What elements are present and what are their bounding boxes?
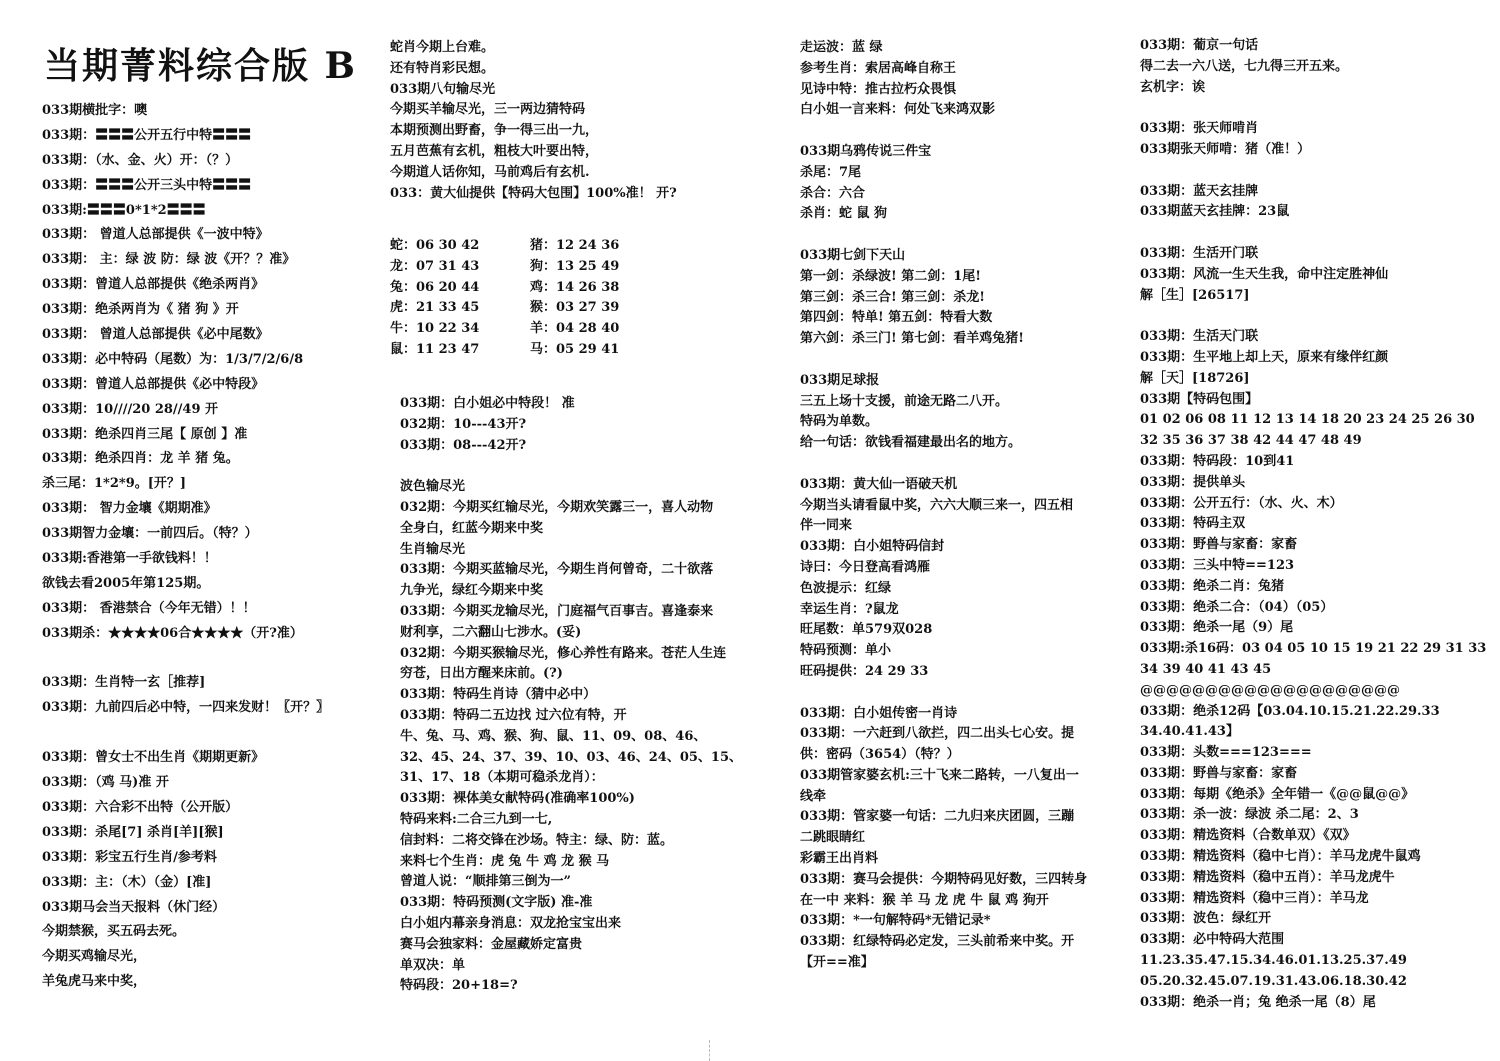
- text-line: 033期：生平地上却上天，原来有缘伴红颜: [1140, 349, 1389, 365]
- text-line: 033期：精选资料（稳中三肖）：羊马龙: [1140, 890, 1369, 906]
- text-line: 蛇肖今期上台难。: [390, 40, 495, 55]
- text-line: [800, 225, 1120, 246]
- text-line: @@@@@@@@@@@@@@@@@@@@: [1140, 682, 1400, 698]
- fold-line: [709, 1040, 712, 1061]
- text-line: 033期：特码预测(文字版) 准-准: [400, 895, 593, 911]
- text-line: 033期：必中特码（尾数）为：1/3/7/2/6/8: [42, 351, 304, 367]
- text-line: 信封料：二将交锋在沙场。特主：绿、防：蓝。: [400, 832, 674, 848]
- text-line: 彩霸王出肖料: [800, 851, 879, 867]
- text-line: 033期： 智力金壤《期期准》: [42, 501, 217, 517]
- text-line: 01 02 06 08 11 12 13 14 18 20 23 24 25 26 30: [1140, 412, 1475, 428]
- text-line: 033期乌鸦传说三件宝: [800, 143, 932, 159]
- text-line: 05.20.32.45.07.19.31.43.06.18.30.42: [1140, 973, 1407, 989]
- text-line: 033期：生肖特一玄［推荐]: [42, 675, 206, 691]
- text-line: 白小姐内幕亲身消息：双龙抢宝宝出来: [400, 915, 622, 931]
- text-line: 033期：绝杀两肖为《 猪 狗 》开: [42, 302, 239, 318]
- zodiac-cell: 兔：06 20 44: [390, 279, 480, 295]
- text-line: [42, 721, 372, 746]
- text-line: 032期：10---43开?: [400, 416, 527, 432]
- text-line: 今期道人话你知，马前鸡后有玄机.: [390, 164, 590, 180]
- text-line: 今期买羊输尽光，三一两边猜特码: [390, 102, 586, 118]
- text-line: 还有特肖彩民想。: [390, 60, 495, 76]
- text-line: 033期： 曾道人总部提供《一波中特》: [42, 227, 269, 243]
- text-line: 033期：曾道人总部提供《绝杀两肖》: [42, 277, 265, 293]
- text-line: 旺码提供：24 29 33: [800, 663, 929, 679]
- text-line: [800, 350, 1120, 371]
- text-line: 特码为单数。: [800, 414, 879, 430]
- text-line: 033期：头数===123===: [1140, 745, 1312, 761]
- text-line: 033期：主：（木）（金）[准]: [42, 874, 212, 890]
- zodiac-cell: 虎：21 33 45: [390, 300, 480, 316]
- text-line: 色波提示：红绿: [800, 580, 892, 596]
- text-line: 033期：今期买龙输尽光，门庭福气百事吉。喜逢泰来: [400, 603, 714, 619]
- text-line: 幸运生肖：?鼠龙: [800, 601, 899, 617]
- text-line: 在一中 来料：猴 羊 马 龙 虎 牛 鼠 鸡 狗开: [800, 892, 1049, 908]
- text-line: 033期：白小姐必中特段！ 准: [400, 396, 575, 411]
- text-line: 033期：曾女士不出生肖《期期更新》: [42, 750, 265, 766]
- zodiac-row: [390, 278, 720, 299]
- text-line: 033期：红绿特码必定发，三头前希来中奖。开: [800, 934, 1075, 950]
- text-line: 033期：风流一生天生我，命中注定胜神仙: [1140, 266, 1389, 282]
- text-line: 033期：08---42开?: [400, 437, 527, 453]
- text-line: 诗曰：今日登高看鸿雁: [800, 559, 931, 575]
- text-line: 033期【特码包围】: [1140, 391, 1259, 407]
- text-line: 033期：10////20 28//49 开: [42, 401, 219, 417]
- text-line: 033期：精选资料（合数单双）《双》: [1140, 828, 1356, 844]
- text-line: 生肖输尽光: [400, 541, 466, 557]
- text-line: 033期：蓝天玄挂牌: [1140, 183, 1259, 199]
- zodiac-cell: 鼠：11 23 47: [390, 341, 480, 357]
- text-line: 033期：绝杀一肖；兔 绝杀一尾（8）尾: [1140, 994, 1376, 1010]
- text-line: 033期横批字：噢: [42, 103, 148, 118]
- text-line: 033期：公开五行：（水、火、木）: [1140, 495, 1343, 511]
- text-line: 欲钱去看2005年第125期。: [42, 575, 210, 591]
- text-line: 033期:〓〓〓0*1*2〓〓〓: [42, 202, 206, 218]
- text-line: 033期足球报: [800, 372, 880, 388]
- text-line: 杀合：六合: [800, 185, 866, 201]
- text-line: 033期： 曾道人总部提供《必中尾数》: [42, 327, 269, 343]
- zodiac-row: [390, 319, 720, 340]
- text-line: 得二去一六八送，七九得三开五来。: [1140, 58, 1349, 74]
- text-line: 033：黄大仙提供【特码大包围】100%准！ 开?: [390, 185, 677, 201]
- text-line: 11.23.35.47.15.34.46.01.13.25.37.49: [1140, 953, 1407, 969]
- text-line: 财利享，二六翻山七涉水。(妥): [400, 624, 582, 640]
- text-line: 033期：六合彩不出特（公开版）: [42, 799, 239, 815]
- text-line: 特码预测：单小: [800, 643, 892, 659]
- text-line: [800, 454, 1120, 475]
- text-line: [1140, 98, 1490, 119]
- text-line: 033期：绝杀二合：（04）（05）: [1140, 599, 1334, 615]
- text-line: 033期:杀16码：03 04 05 10 15 19 21 22 29 31 33: [1140, 641, 1487, 657]
- text-line: 曾道人说：“顺排第三倒为一”: [400, 874, 571, 890]
- page-title: 当期菁料综合版 B: [44, 45, 357, 87]
- text-line: 033期：特码二五边找 过六位有特，开: [400, 707, 627, 723]
- text-line: 赛马会独家料：金屋藏娇定富贵: [400, 936, 583, 952]
- zodiac-row: [390, 340, 720, 361]
- text-line: 二跳眼睛红: [800, 830, 866, 846]
- text-line: 旺尾数：单579双028: [800, 622, 933, 638]
- text-line: 033期：（鸡 马)准 开: [42, 775, 169, 791]
- text-line: 033期管家婆玄机:三十飞来二路转，一八复出一: [800, 767, 1079, 783]
- zodiac-row: [390, 236, 720, 257]
- column-2-bottom: [400, 394, 780, 997]
- text-line: 第三剑：杀三合! 第三剑：杀龙!: [800, 289, 985, 305]
- zodiac-cell: 猴：03 27 39: [530, 300, 620, 316]
- text-line: 来料七个生肖：虎 兔 牛 鸡 龙 猴 马: [400, 853, 610, 869]
- zodiac-row: [390, 298, 720, 319]
- text-line: 供：密码（3654）（特？）: [800, 747, 960, 763]
- text-line: 033期：杀尾[7] 杀肖[羊][猴]: [42, 824, 224, 840]
- text-line: 033期：绝杀二肖：兔猪: [1140, 578, 1285, 594]
- text-line: 033期：野兽与家畜：家畜: [1140, 537, 1298, 553]
- text-line: 单双决：单: [400, 957, 466, 973]
- text-line: 033期杀：★★★★06合★★★★（开?准）: [42, 625, 303, 641]
- text-line: 今期禁猴，买五码去死。: [42, 924, 186, 940]
- zodiac-row: [390, 257, 720, 278]
- text-line: 牛、兔、马、鸡、猴、狗、鼠、11、09、08、46、: [400, 728, 707, 744]
- text-line: 本期预测出野畜，争一得三出一九，: [390, 123, 599, 139]
- text-line: 033期蓝天玄挂牌：23鼠: [1140, 204, 1290, 220]
- text-line: 033期：绝杀12码【03.04.10.15.21.22.29.33: [1140, 703, 1440, 719]
- text-line: 033期：管家婆一句话：二九归来庆团圆，三蹦: [800, 809, 1075, 825]
- text-line: 033期：特码段：10到41: [1140, 453, 1295, 469]
- text-line: 033期:香港第一手欲钱料！！: [42, 551, 217, 567]
- text-line: 033期：提供单头: [1140, 474, 1246, 490]
- text-line: 033期：一六赶到八欲拦，四二出头七心安。提: [800, 726, 1075, 742]
- text-line: 32、45、24、37、39、10、03、46、24、05、15、: [400, 749, 742, 765]
- text-line: 033期马会当天报料（休门经）: [42, 899, 226, 915]
- text-line: 033期：彩宝五行生肖/参考料: [42, 849, 217, 865]
- text-line: 特码来料:二合三九到一七,: [400, 811, 553, 827]
- text-line: 波色输尽光: [400, 479, 466, 495]
- text-line: 033期：今期买蓝输尽光，今期生肖何曾奇，二十欲落: [400, 562, 714, 578]
- column-1: [42, 99, 372, 995]
- text-line: 见诗中特：推古拉朽众畏惧: [800, 81, 957, 97]
- text-line: 九争光，绿红今期来中奖: [400, 583, 544, 599]
- text-line: 033期：波色：绿红开: [1140, 911, 1272, 927]
- text-line: 033期：特码生肖诗（猜中必中）: [400, 687, 597, 703]
- zodiac-cell: 蛇：06 30 42: [390, 238, 480, 253]
- text-line: 给一句话：欲钱看福建最出名的地方。: [800, 435, 1022, 451]
- text-line: 033期：三头中特==123: [1140, 557, 1295, 573]
- zodiac-cell: 狗：13 25 49: [530, 258, 620, 274]
- text-line: 033期：每期《绝杀》全年错一《@@鼠@@》: [1140, 786, 1415, 802]
- column-4: [1140, 36, 1490, 1013]
- text-line: 第四剑：特单! 第五剑：特看大数: [800, 310, 993, 326]
- text-line: 033期：精选资料（稳中七肖）：羊马龙虎牛鼠鸡: [1140, 849, 1421, 865]
- text-line: 34.40.41.43】: [1140, 724, 1239, 740]
- text-line: 全身白，红蓝今期来中奖: [400, 520, 544, 536]
- text-line: 033期：生活开门联: [1140, 245, 1259, 261]
- text-line: 033期：*一句解特码*无错记录*: [800, 913, 991, 929]
- text-line: 穷苍，日出方醒来床前。(?): [400, 666, 563, 682]
- text-line: [42, 647, 372, 672]
- text-line: 033期：白小姐特码信封: [800, 539, 945, 555]
- text-line: 033期：赛马会提供：今期特码见好数，三四转身: [800, 871, 1088, 887]
- text-line: 033期：九前四后必中特，一四来发财！〖开？〗: [42, 700, 330, 716]
- text-line: 033期：裸体美女献特码(准确率100%): [400, 791, 635, 807]
- text-line: 033期：葡京一句话: [1140, 38, 1259, 53]
- text-line: 白小姐一言来料：何处飞来鸿双影: [800, 102, 996, 118]
- text-line: 伴一同来: [800, 518, 853, 534]
- text-line: 玄机字：诶: [1140, 79, 1206, 95]
- text-line: [400, 456, 780, 477]
- text-line: 033期：绝杀四肖三尾【 原创 】准: [42, 426, 248, 442]
- text-line: [1140, 161, 1490, 182]
- text-line: 033期：特码主双: [1140, 516, 1246, 532]
- text-line: 第一剑：杀绿波! 第二剑：1尾!: [800, 268, 981, 284]
- text-line: 解［天］[18726]: [1140, 370, 1250, 386]
- text-line: 033期：绝杀四肖：龙 羊 猪 兔。: [42, 451, 239, 467]
- text-line: 033期八句输尽光: [390, 81, 496, 97]
- text-line: 今期当头请看鼠中奖，六六大顺三来一，四五相: [800, 497, 1074, 513]
- text-line: 033期：野兽与家畜：家畜: [1140, 765, 1298, 781]
- text-line: 31、17、18（本期可稳杀龙肖）：: [400, 770, 604, 786]
- text-line: 第六剑：杀三门! 第七剑：看羊鸡兔猪!: [800, 331, 1024, 347]
- text-line: 033期：张天师啃肖: [1140, 121, 1259, 137]
- zodiac-cell: 猪：12 24 36: [530, 238, 620, 253]
- text-line: 走运波：蓝 绿: [800, 40, 883, 55]
- text-line: 033期七剑下天山: [800, 247, 906, 263]
- text-line: 033期：杀一波：绿波 杀二尾：2、3: [1140, 807, 1359, 823]
- text-line: 033期张天师啃：猪（准！）: [1140, 141, 1311, 157]
- text-line: 033期：〓〓〓公开三头中特〓〓〓: [42, 177, 252, 193]
- text-line: [800, 683, 1120, 704]
- text-line: 【开==准】: [800, 955, 874, 971]
- text-line: 033期智力金壤：一前四后。（特？）: [42, 526, 258, 542]
- text-line: 033期：必中特码大范围: [1140, 932, 1285, 948]
- text-line: [1140, 223, 1490, 244]
- text-line: 34 39 40 41 43 45: [1140, 661, 1272, 677]
- zodiac-cell: 马：05 29 41: [530, 341, 620, 357]
- text-line: 今期买鸡输尽光，: [42, 949, 147, 965]
- text-line: 线牵: [800, 788, 827, 804]
- column-2-top: [390, 38, 780, 204]
- text-line: 033期： 香港禁合（今年无错）！！: [42, 600, 256, 616]
- text-line: 32 35 36 37 38 42 44 47 48 49: [1140, 433, 1362, 449]
- text-line: 三五上场十支援，前途无路二八开。: [800, 393, 1009, 409]
- text-line: 033期：精选资料（稳中五肖）：羊马龙虎牛: [1140, 869, 1395, 885]
- text-line: 033期：黄大仙一语破天机: [800, 476, 958, 492]
- text-line: 杀三尾：1*2*9。[开？]: [42, 476, 187, 492]
- text-line: 033期：（水、金、火）开：（？）: [42, 152, 239, 168]
- text-line: 032期：今期买猴输尽光，修心养性有路来。苍茫人生连: [400, 645, 727, 661]
- zodiac-cell: 龙：07 31 43: [390, 258, 480, 274]
- zodiac-cell: 牛：10 22 34: [390, 321, 480, 337]
- text-line: [800, 121, 1120, 142]
- text-line: 032期：今期买红输尽光，今期欢笑露三一，喜人动物: [400, 499, 714, 515]
- text-line: 033期：白小姐传密一肖诗: [800, 705, 958, 721]
- column-2-table: [390, 236, 720, 361]
- text-line: 羊兔虎马来中奖，: [42, 974, 147, 990]
- text-line: 杀肖：蛇 鼠 狗: [800, 206, 888, 222]
- text-line: 033期：生活天门联: [1140, 329, 1259, 345]
- zodiac-cell: 羊：04 28 40: [530, 321, 620, 337]
- text-line: 解［生］[26517]: [1140, 287, 1250, 303]
- text-line: 五月芭蕉有玄机，粗枝大叶要出特，: [390, 143, 599, 159]
- text-line: 033期： 主：绿 波 防：绿 波《开？？准》: [42, 252, 296, 268]
- text-line: 参考生肖：索居高峰自称王: [800, 60, 957, 76]
- text-line: 033期：〓〓〓公开五行中特〓〓〓: [42, 127, 252, 143]
- column-3: [800, 38, 1120, 974]
- text-line: 033期：曾道人总部提供《必中特段》: [42, 376, 265, 392]
- text-line: 033期：绝杀一尾（9）尾: [1140, 620, 1294, 636]
- text-line: 特码段：20+18=?: [400, 978, 518, 994]
- text-line: 杀尾：7尾: [800, 164, 862, 180]
- zodiac-cell: 鸡：14 26 38: [530, 279, 620, 295]
- text-line: [1140, 306, 1490, 327]
